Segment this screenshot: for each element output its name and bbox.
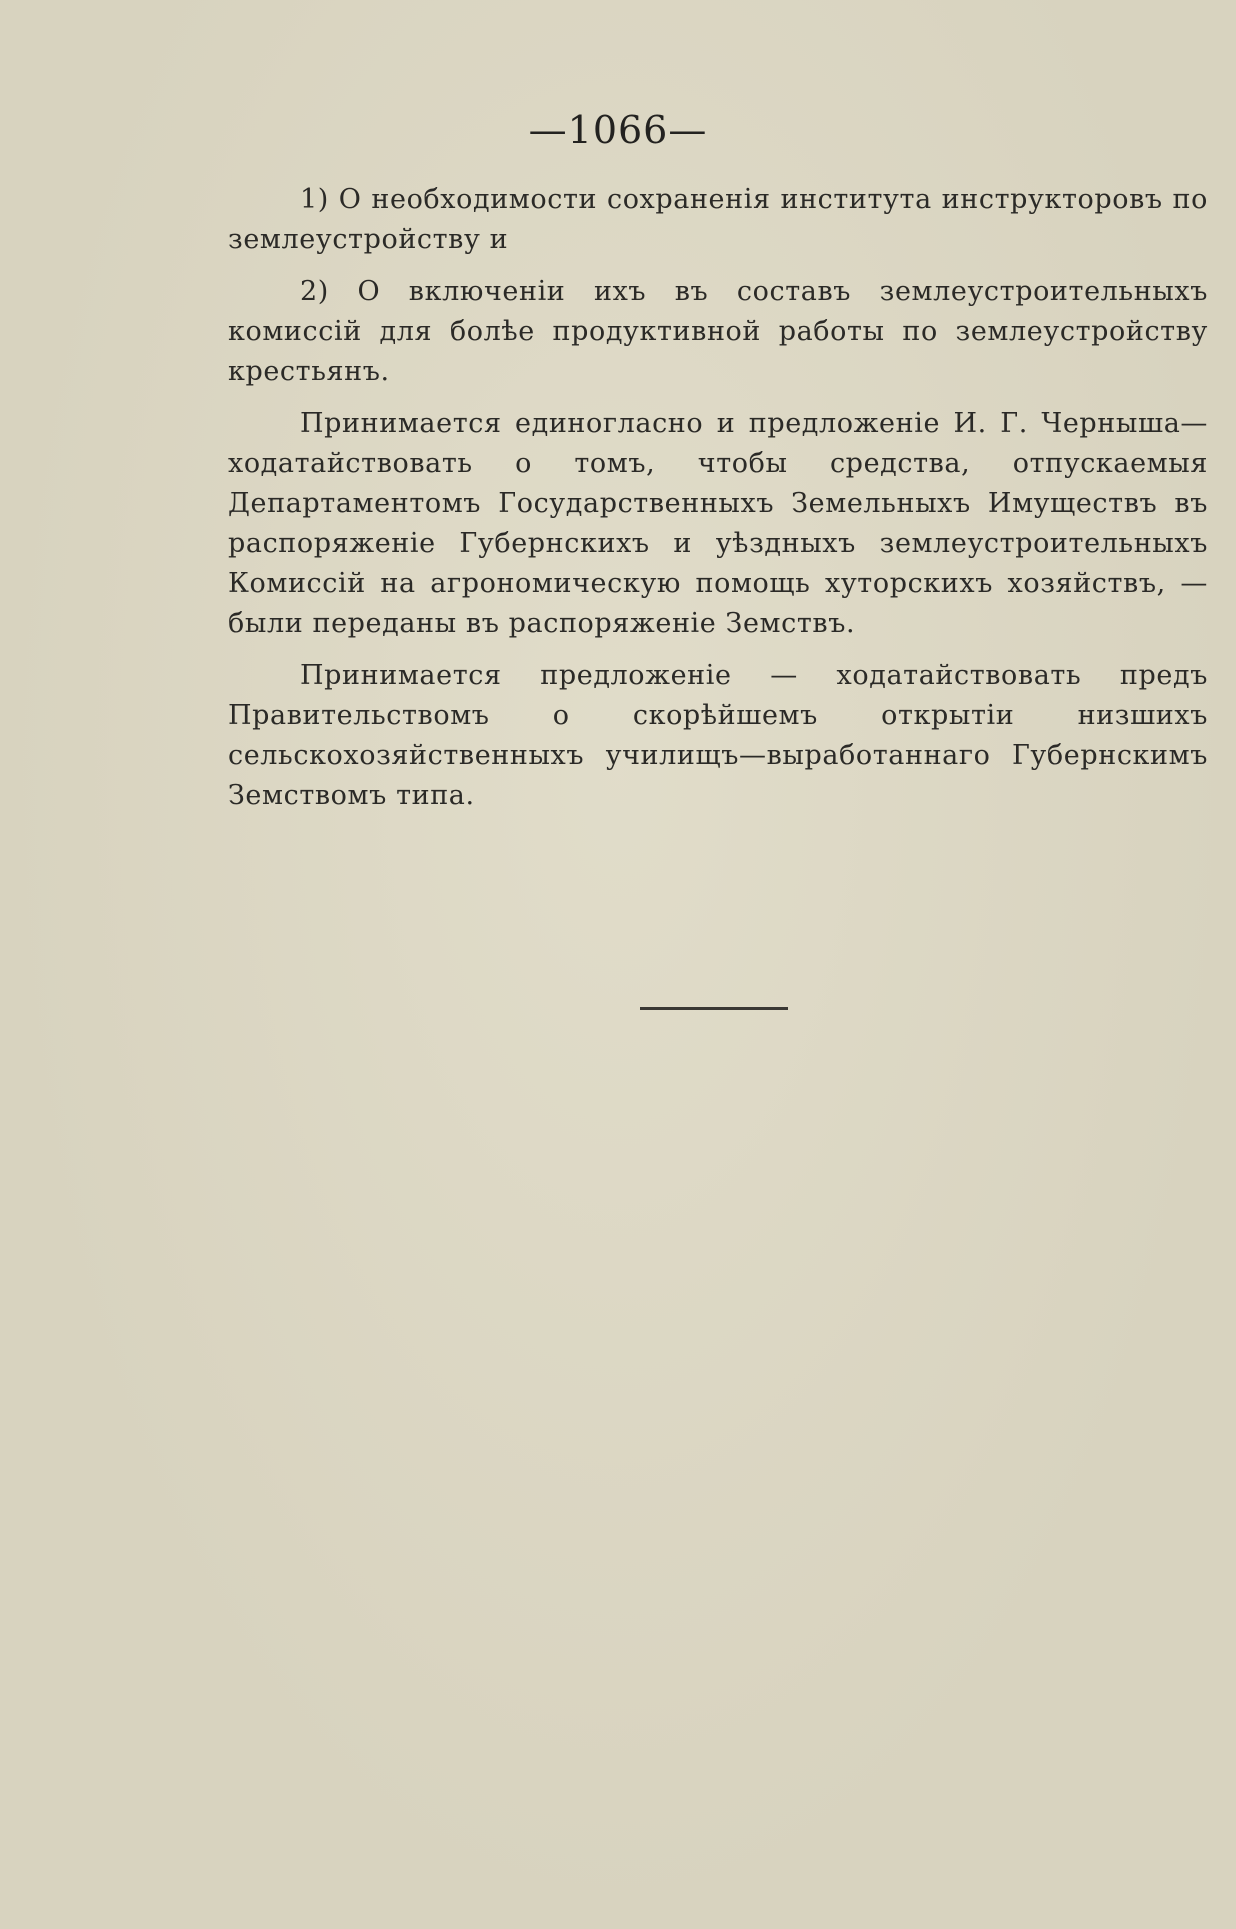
section-divider [640,1007,788,1010]
body-text [228,180,1208,828]
paragraph-resolution-2: Принимается предложеніе — ходатайствовать предъ Правительствомъ о скорѣйшемъ открытіи низшихъ сельскохозяйственныхъ училищъ—выработаннаго Губернскимъ Земствомъ типа. [228,660,1208,811]
paragraph-item-2: 2) О включеніи ихъ въ составъ землеустроительныхъ комиссій для болѣе продуктивной работы по землеустройству крестьянъ. [228,276,1208,387]
paragraph-item-1: 1) О необходимости сохраненія института инструкторовъ по землеустройству и [228,184,1208,255]
paragraph-resolution-1: Принимается единогласно и предложеніе И. Г. Черныша— ходатайствовать о томъ, чтобы средства, отпускаемыя Департаментомъ Государственныхъ Земельныхъ Имуществъ въ распоряженіе Губернскихъ и уѣздныхъ землеустроительныхъ Комиссій на агрономическую помощь хуторскихъ хозяйствъ, — были переданы въ распоряженіе Земствъ. [228,408,1208,639]
page-number: —1066— [528,108,708,152]
